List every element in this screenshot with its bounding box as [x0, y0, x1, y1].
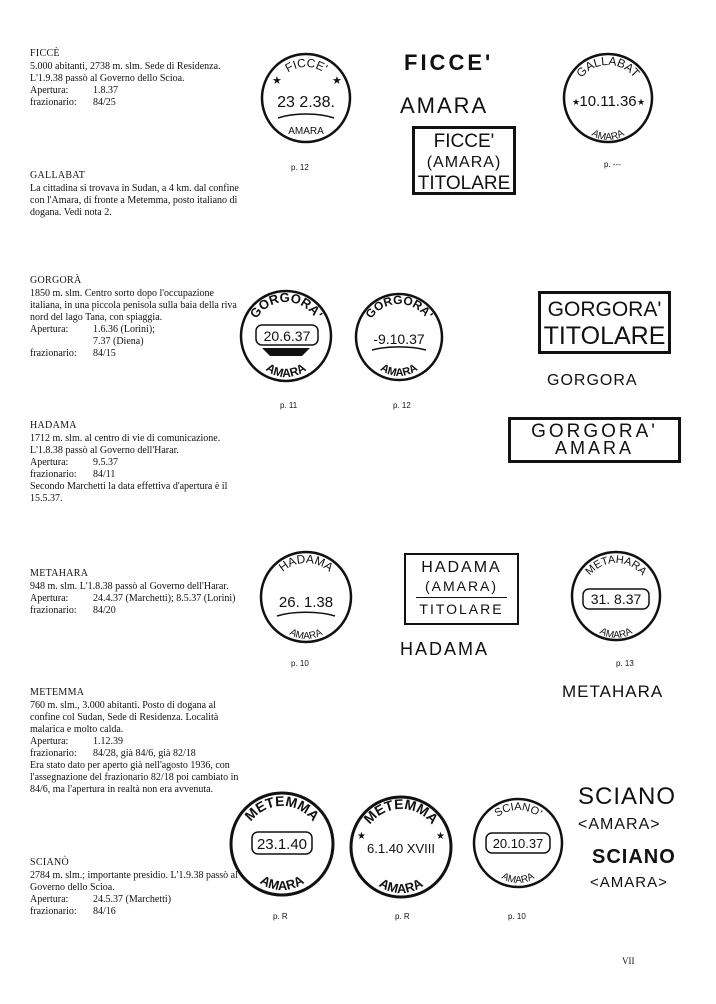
- postmark-top-text: FICCE': [282, 55, 331, 76]
- postmark-bottom-text: AMARA: [257, 872, 307, 894]
- postmark-top-text: METAHARA: [583, 553, 649, 578]
- star-icon: ★: [332, 75, 342, 87]
- hadama-plain-stamp: HADAMA: [400, 639, 490, 659]
- gorgora-plain-stamp: GORGORA: [547, 372, 638, 389]
- entry-title: HADAMA: [30, 420, 77, 431]
- entry-row: [30, 348, 242, 360]
- star-icon: ★: [357, 831, 366, 842]
- gorgora-amara-box: [508, 417, 681, 463]
- postmark-metahara: [568, 548, 664, 644]
- postmark-bottom-text: AMARA: [378, 361, 420, 380]
- postmark-bottom-text: AMARA: [288, 126, 324, 137]
- postmark-top-text: GALLABAT: [573, 53, 643, 81]
- postmark-bottom-text: AMARA: [499, 870, 537, 887]
- entry-description: 5.000 abitanti, 2738 m. slm. Sede di Residenza. L'1.9.38 passò al Governo dello Scioa.: [30, 61, 221, 84]
- box-line: (AMARA): [426, 154, 502, 171]
- divider: [416, 597, 507, 598]
- ficce-titolare-box: [412, 126, 516, 195]
- entry-note: Era stato dato per aperto già nell'agosto 1936, con l'assegnazione del frazionario 82/18 poi cambiato in 84/6, ma l'apertura in realtà non era avvenuta.: [30, 760, 239, 795]
- entry-sciano: [30, 857, 242, 918]
- postmark-sciano: [470, 795, 566, 891]
- svg-text:GORGORA': [247, 290, 326, 321]
- sciano-stamp-line-4: <AMARA>: [590, 874, 668, 891]
- postmark-metemma-1: [228, 790, 336, 898]
- postmark-bottom-text: AMARA: [287, 627, 325, 643]
- entry-row: [30, 593, 242, 605]
- entry-row: [30, 97, 242, 109]
- svg-text:GALLABAT: [574, 54, 644, 81]
- entry-metahara: [30, 568, 242, 617]
- row-value: 84/20: [93, 605, 116, 616]
- row-value: 9.5.37: [93, 457, 118, 468]
- entry-row: [30, 906, 242, 918]
- star-icon: ★: [572, 97, 581, 107]
- entry-row: [30, 457, 242, 469]
- postmark-date: 20.10.37: [492, 836, 544, 851]
- box-line: HADAMA: [421, 559, 502, 576]
- star-icon: ★: [637, 97, 646, 107]
- row-value: 24.4.37 (Marchetti); 8.5.37 (Lorini): [93, 593, 236, 604]
- row-key: Apertura:: [30, 736, 69, 747]
- entry-title: SCIANÒ: [30, 857, 70, 868]
- row-key: frazionario:: [30, 906, 77, 917]
- svg-text:AMARA: [258, 872, 307, 893]
- row-key: frazionario:: [30, 469, 77, 480]
- row-key: frazionario:: [30, 605, 77, 616]
- postmark-date: 31. 8.37: [590, 591, 642, 607]
- entry-gallabat: [30, 170, 242, 219]
- row-key: Apertura:: [30, 593, 69, 604]
- page-ref: p. 12: [291, 163, 309, 172]
- row-key: [30, 336, 93, 348]
- postmark-top-text: METEMMA: [360, 795, 442, 827]
- ficce-amara-stamp: AMARA: [400, 93, 489, 118]
- entry-metemma: [30, 687, 242, 796]
- postmark-top-text: GORGORA': [246, 289, 326, 321]
- svg-text:HADAMA: [276, 552, 336, 575]
- row-value: 24.5.37 (Marchetti): [93, 894, 172, 905]
- postmark-bottom-text: AMARA: [376, 875, 426, 897]
- row-value: 84/25: [93, 97, 116, 108]
- entry-row: [30, 85, 242, 97]
- row-key: Apertura:: [30, 324, 69, 335]
- box-line: FICCE': [433, 131, 495, 152]
- entry-note: Secondo Marchetti la data effettiva d'apertura è il 15.5.37.: [30, 481, 228, 504]
- box-line: GORGORA': [531, 421, 658, 442]
- postmark-top-text: GORGORA': [362, 292, 436, 322]
- page-ref: p. 13: [616, 659, 634, 668]
- box-line: GORGORA': [547, 298, 662, 321]
- page-ref: p. 12: [393, 401, 411, 410]
- row-key: frazionario:: [30, 348, 77, 359]
- svg-text:METEMMA: [241, 793, 322, 824]
- sciano-stamp-line-3: SCIANO: [592, 846, 676, 868]
- postmark-gallabat: [560, 50, 656, 146]
- row-value: 7.37 (Diena): [93, 336, 144, 347]
- postmark-bottom-text: AMARA: [263, 360, 309, 381]
- page-ref: p. 10: [291, 659, 309, 668]
- ficce-heading-stamp: FICCE': [404, 50, 494, 75]
- svg-text:GORGORA': [363, 293, 436, 321]
- entry-hadama: [30, 420, 242, 505]
- postmark-top-text: METEMMA: [241, 792, 323, 824]
- row-value: 84/11: [93, 469, 116, 480]
- entry-title: METEMMA: [30, 687, 85, 698]
- entry-description: 1712 m. slm. al centro di vie di comunicazione. L'1.8.38 passò al Governo dell'Harar.: [30, 433, 221, 456]
- entry-title: GORGORÀ: [30, 275, 82, 286]
- postmark-date: 6.1.40 XVIII: [367, 841, 435, 856]
- star-icon: ★: [272, 75, 282, 87]
- entry-description: 2784 m. slm.; importante presidio. L'1.9.38 passò al Governo dello Scioa.: [30, 870, 238, 893]
- postmark-date: -9.10.37: [373, 331, 425, 347]
- postmark-date: 23.1.40: [256, 836, 308, 853]
- postmark-metemma-2: [347, 793, 455, 901]
- row-value: 84/16: [93, 906, 116, 917]
- star-icon: ★: [436, 831, 445, 842]
- row-value: 1.8.37: [93, 85, 118, 96]
- row-key: Apertura:: [30, 85, 69, 96]
- postmark-date: 23 2.38.: [277, 94, 335, 111]
- row-key: frazionario:: [30, 97, 77, 108]
- postmark-bottom-text: AMARA: [589, 127, 627, 144]
- sciano-stamp-line-1: SCIANO: [578, 783, 677, 810]
- row-key: Apertura:: [30, 457, 69, 468]
- entry-description: 760 m. slm., 3.000 abitanti. Posto di dogana al confine col Sudan, Sede di Residenza. Località malarica e molto calda.: [30, 700, 219, 735]
- postmark-gorgora-1: [238, 288, 334, 384]
- postmark-bottom-text: AMARA: [597, 625, 635, 642]
- page-ref: p. 11: [280, 401, 298, 410]
- entry-row: [30, 894, 242, 906]
- entry-gorgora: [30, 275, 242, 360]
- postmark-date: 26. 1.38: [278, 594, 334, 611]
- row-value: 1.12.39: [93, 736, 123, 747]
- entry-row: [30, 469, 242, 481]
- entry-description: La cittadina si trovava in Sudan, a 4 km. dal confine con l'Amara, di fronte a Metemma, posto italiano di dogana. Vedi nota 2.: [30, 183, 239, 218]
- entry-title: METAHARA: [30, 568, 89, 579]
- metahara-plain-stamp: METAHARA: [562, 682, 664, 701]
- box-line: (AMARA): [424, 578, 499, 594]
- row-value: 84/28, già 84/6, già 82/18: [93, 748, 196, 759]
- gorgora-titolare-box: [538, 291, 671, 354]
- entry-description: 1850 m. slm. Centro sorto dopo l'occupazione italiana, in una piccola penisola sulla baia della riva nord del lago Tana, con spiaggia.: [30, 288, 237, 323]
- postmark-gorgora-2: [352, 290, 446, 384]
- entry-row: [30, 748, 242, 760]
- postmark-top-text: HADAMA: [276, 551, 337, 575]
- page-ref: p. R: [273, 912, 288, 921]
- entry-row: [30, 605, 242, 617]
- svg-text:METEMMA: [360, 796, 441, 827]
- page-ref: p. ---: [604, 160, 621, 169]
- row-value: 84/15: [93, 348, 116, 359]
- page-number: VII: [622, 956, 635, 966]
- entry-row: [30, 324, 242, 336]
- box-line: TITOLARE: [543, 322, 666, 350]
- page-ref: p. R: [395, 912, 410, 921]
- entry-title: GALLABAT: [30, 170, 86, 181]
- entry-row: [30, 336, 242, 348]
- postmark-ficce: [258, 50, 354, 146]
- box-line: AMARA: [554, 438, 634, 458]
- hadama-titolare-box: [404, 553, 519, 625]
- postmark-hadama: [257, 548, 355, 646]
- row-key: frazionario:: [30, 748, 77, 759]
- entry-title: FICCÈ: [30, 48, 60, 59]
- postmark-date: 20.6.37: [263, 328, 311, 344]
- entry-row: [30, 736, 242, 748]
- entry-description: 948 m. slm. L'1.8.38 passò al Governo dell'Harar.: [30, 581, 229, 592]
- box-line: TITOLARE: [417, 173, 511, 194]
- postmark-top-text: SCIANO': [492, 800, 544, 820]
- box-line: TITOLARE: [419, 601, 504, 617]
- sciano-stamp-line-2: <AMARA>: [578, 816, 661, 833]
- postmark-date: 10.11.36: [579, 93, 637, 110]
- entry-ficce: [30, 48, 242, 109]
- row-value: 1.6.36 (Lorini);: [93, 324, 155, 335]
- page-ref: p. 10: [508, 912, 526, 921]
- row-key: Apertura:: [30, 894, 69, 905]
